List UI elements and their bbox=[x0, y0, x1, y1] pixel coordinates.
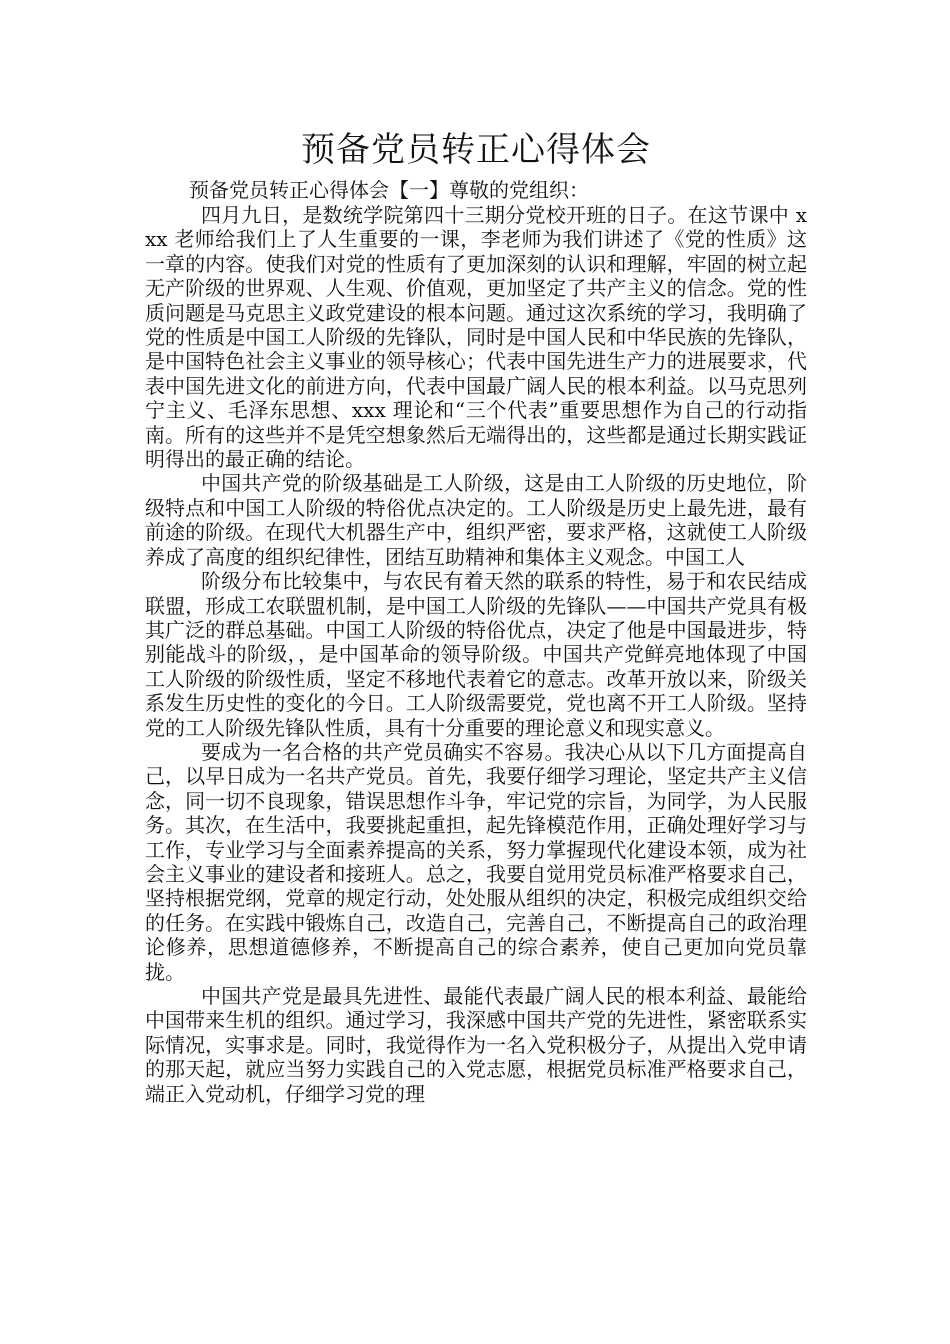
paragraph-5: 中国共产党是最具先进性、最能代表最广阔人民的根本利益、最能给中国带来生机的组织。通过学习，我深感中国共产党的先进性，紧密联系实际情况，实事求是。同时，我觉得作为一名入党积极分子，从提出入党申请的那天起，就应当努力实践自己的入党志愿，根据党员标准严格要求自己，端正入党动机，仔细学习党的理 bbox=[145, 984, 807, 1106]
document-title: 预备党员转正心得体会 bbox=[301, 130, 651, 170]
paragraph-4: 要成为一名合格的共产党员确实不容易。我决心从以下几方面提高自己，以早日成为一名共产党员。首先，我要仔细学习理论，坚定共产主义信念，同一切不良现象，错误思想作斗争，牢记党的宗旨，为同学，为人民服务。其次，在生活中，我要挑起重担，起先锋模范作用，正确处理好学习与工作，专业学习与全面素养提高的关系，努力掌握现代化建设本领，成为社会主义事业的建设者和接班人。总之，我要自觉用党员标准严格要求自己，坚持根据党纲，党章的规定行动，处处服从组织的决定，积极完成组织交给的任务。在实践中锻炼自己，改造自己，完善自己，不断提高自己的政治理论修养，思想道德修养，不断提高自己的综合素养，使自己更加向党员靠拢。 bbox=[145, 739, 807, 984]
paragraph-1: 四月九日，是数统学院第四十三期分党校开班的日子。在这节课中 xxx 老师给我们上了人生重要的一课，李老师为我们讲述了《党的性质》这一章的内容。使我们对党的性质有了更加深刻的认识和理解，牢固的树立起无产阶级的世界观、人生观、价值观，更加坚定了共产主义的信念。党的性质问题是马克思主义政党建设的根本问题。通过这次系统的学习，我明确了党的性质是中国工人阶级的先锋队，同时是中国人民和中华民族的先锋队，是中国特色社会主义事业的领导核心；代表中国先进生产力的进展要求，代表中国先进文化的前进方向，代表中国最广阔人民的根本利益。以马克思列宁主义、毛泽东思想、xxx 理论和“三个代表”重要思想作为自己的行动指南。所有的这些并不是凭空想象然后无端得出的，这些都是通过长期实践证明得出的最正确的结论。 bbox=[145, 203, 807, 472]
paragraph-2: 中国共产党的阶级基础是工人阶级，这是由工人阶级的历史地位，阶级特点和中国工人阶级的特俗优点决定的。工人阶级是历史上最先进，最有前途的阶级。在现代大机器生产中，组织严密，要求严格，这就使工人阶级养成了高度的组织纪律性，团结互助精神和集体主义观念。中国工人 bbox=[145, 471, 807, 569]
paragraph-3: 阶级分布比较集中，与农民有着天然的联系的特性，易于和农民结成联盟，形成工农联盟机制，是中国工人阶级的先锋队——中国共产党具有极其广泛的群总基础。中国工人阶级的特俗优点，决定了他是中国最进步，特别能战斗的阶级，，是中国革命的领导阶级。中国共产党鲜亮地体现了中国工人阶级的阶级性质，坚定不移地代表着它的意志。改革开放以来，阶级关系发生历史性的变化的今日。工人阶级需要党，党也离不开工人阶级。坚持党的工人阶级先锋队性质，具有十分重要的理论意义和现实意义。 bbox=[145, 569, 807, 740]
document-page bbox=[145, 128, 807, 1106]
intro-line: 预备党员转正心得体会【一】尊敬的党组织： bbox=[189, 178, 589, 202]
